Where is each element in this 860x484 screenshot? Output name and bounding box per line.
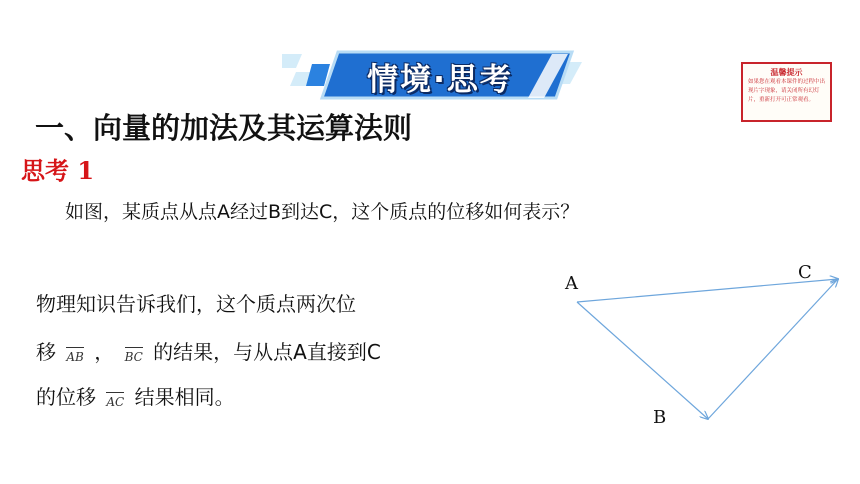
explanation-line2-suffix: 的结果，与从点A直接到C <box>153 340 381 364</box>
vector-ab-line <box>577 302 708 419</box>
explanation-separator: ， <box>94 340 115 364</box>
explanation-line-1: 物理知识告诉我们，这个质点两次位 <box>36 292 356 316</box>
point-a-label: A <box>565 273 578 294</box>
section-banner <box>282 44 582 106</box>
explanation-line3-prefix: 的位移 <box>36 385 96 409</box>
point-b-label: B <box>653 407 667 428</box>
vector-ac: AC <box>106 390 124 409</box>
point-c-label: C <box>798 262 812 283</box>
explanation-line-3 <box>36 381 235 410</box>
tip-body: 如果您在观看本课件的过程中出现片字现象，请关闭所有幻灯片，重新打开可正常观看。 <box>748 79 826 103</box>
explanation-line2-prefix: 移 <box>36 340 56 364</box>
think-label-number: 1 <box>77 156 95 185</box>
question-text: 如图，某质点从点A经过B到达C，这个质点的位移如何表示？ <box>65 201 580 223</box>
section-title: 一、向量的加法及其运算法则 <box>35 111 413 145</box>
explanation-line-2 <box>36 336 381 365</box>
triangle-svg <box>540 262 850 432</box>
vector-ab: AB <box>66 345 83 364</box>
banner-title: 情境·思考 <box>367 62 513 98</box>
vector-bc-line <box>708 279 838 419</box>
think-label-text: 思考 <box>21 157 69 185</box>
tip-title: 温馨提示 <box>770 68 803 77</box>
vector-bc: BC <box>125 345 143 364</box>
think-label <box>21 151 94 186</box>
vector-triangle-diagram <box>540 262 850 436</box>
tip-box <box>741 62 832 122</box>
explanation-line3-suffix: 结果相同。 <box>134 385 235 409</box>
